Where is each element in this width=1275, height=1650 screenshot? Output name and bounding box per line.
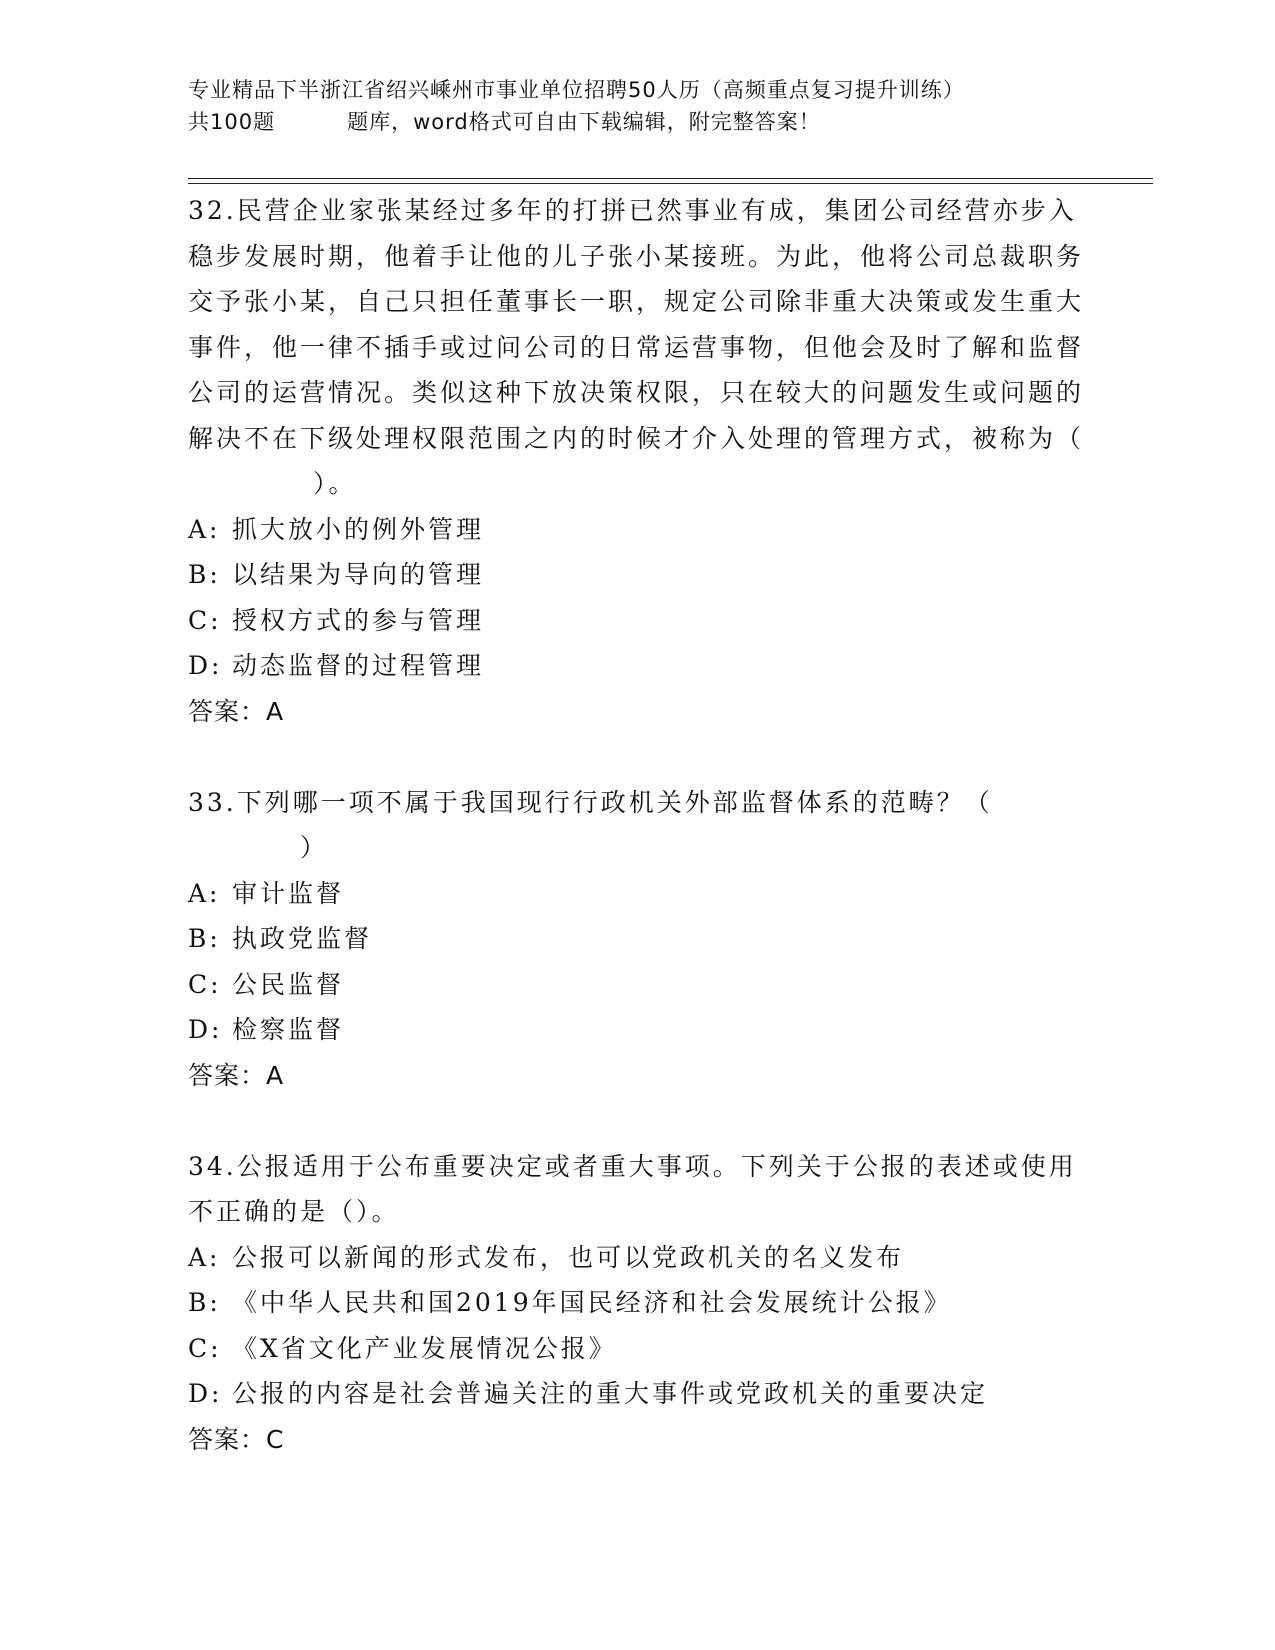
question-stem: 34.公报适用于公布重要决定或者重大事项。下列关于公报的表述或使用不正确的是（）。 <box>188 1151 1077 1226</box>
option-a: A: 抓大放小的例外管理 <box>188 514 485 544</box>
option-a: A: 审计监督 <box>188 878 345 908</box>
option-d: D: 检察监督 <box>188 1015 345 1044</box>
question-33 <box>188 780 1088 1099</box>
answer-label: 答案：C <box>188 1424 285 1454</box>
header-count: 共100题 <box>188 110 276 134</box>
header-note: 题库，word格式可自由下载编辑，附完整答案！ <box>347 110 821 134</box>
option-c: C: 公民监督 <box>188 969 345 999</box>
option-b: B: 《中华人民共和国2019年国民经济和社会发展统计公报》 <box>188 1288 952 1317</box>
option-d: D: 公报的内容是社会普遍关注的重大事件或党政机关的重要决定 <box>188 1379 989 1408</box>
question-stem: 33.下列哪一项不属于我国现行行政机关外部监督体系的范畴？（ ） <box>188 787 993 862</box>
answer-label: 答案：A <box>188 1060 285 1090</box>
document-header <box>188 74 1148 138</box>
question-list <box>188 188 1088 1462</box>
header-subtitle <box>188 106 1148 138</box>
question-32 <box>188 188 1088 734</box>
option-b: B: 以结果为导向的管理 <box>188 560 485 589</box>
option-a: A: 公报可以新闻的形式发布，也可以党政机关的名义发布 <box>188 1242 905 1272</box>
option-b: B: 执政党监督 <box>188 924 373 953</box>
question-34 <box>188 1144 1088 1463</box>
option-c: C: 《X省文化产业发展情况公报》 <box>188 1333 617 1363</box>
header-divider-bottom <box>188 183 1153 184</box>
header-divider-top <box>188 178 1153 179</box>
header-title: 专业精品下半浙江省绍兴嵊州市事业单位招聘50人历（高频重点复习提升训练） <box>188 78 965 102</box>
question-stem: 32.民营企业家张某经过多年的打拼已然事业有成，集团公司经营亦步入稳步发展时期，他着手让他的儿子张小某接班。为此，他将公司总裁职务交予张小某，自己只担任董事长一职，规定公司除非重大决策或发生重大事件，他一律不插手或过问公司的日常运营事物，但他会及时了解和监督公司的运营情况。类似这种下放决策权限，只在较大的问题发生或问题的解决不在下级处理权限范围之内的时候才介入处理的管理方式，被称为（）。 <box>188 196 1085 498</box>
option-c: C: 授权方式的参与管理 <box>188 605 485 635</box>
answer-label: 答案：A <box>188 696 285 726</box>
option-d: D: 动态监督的过程管理 <box>188 651 485 680</box>
